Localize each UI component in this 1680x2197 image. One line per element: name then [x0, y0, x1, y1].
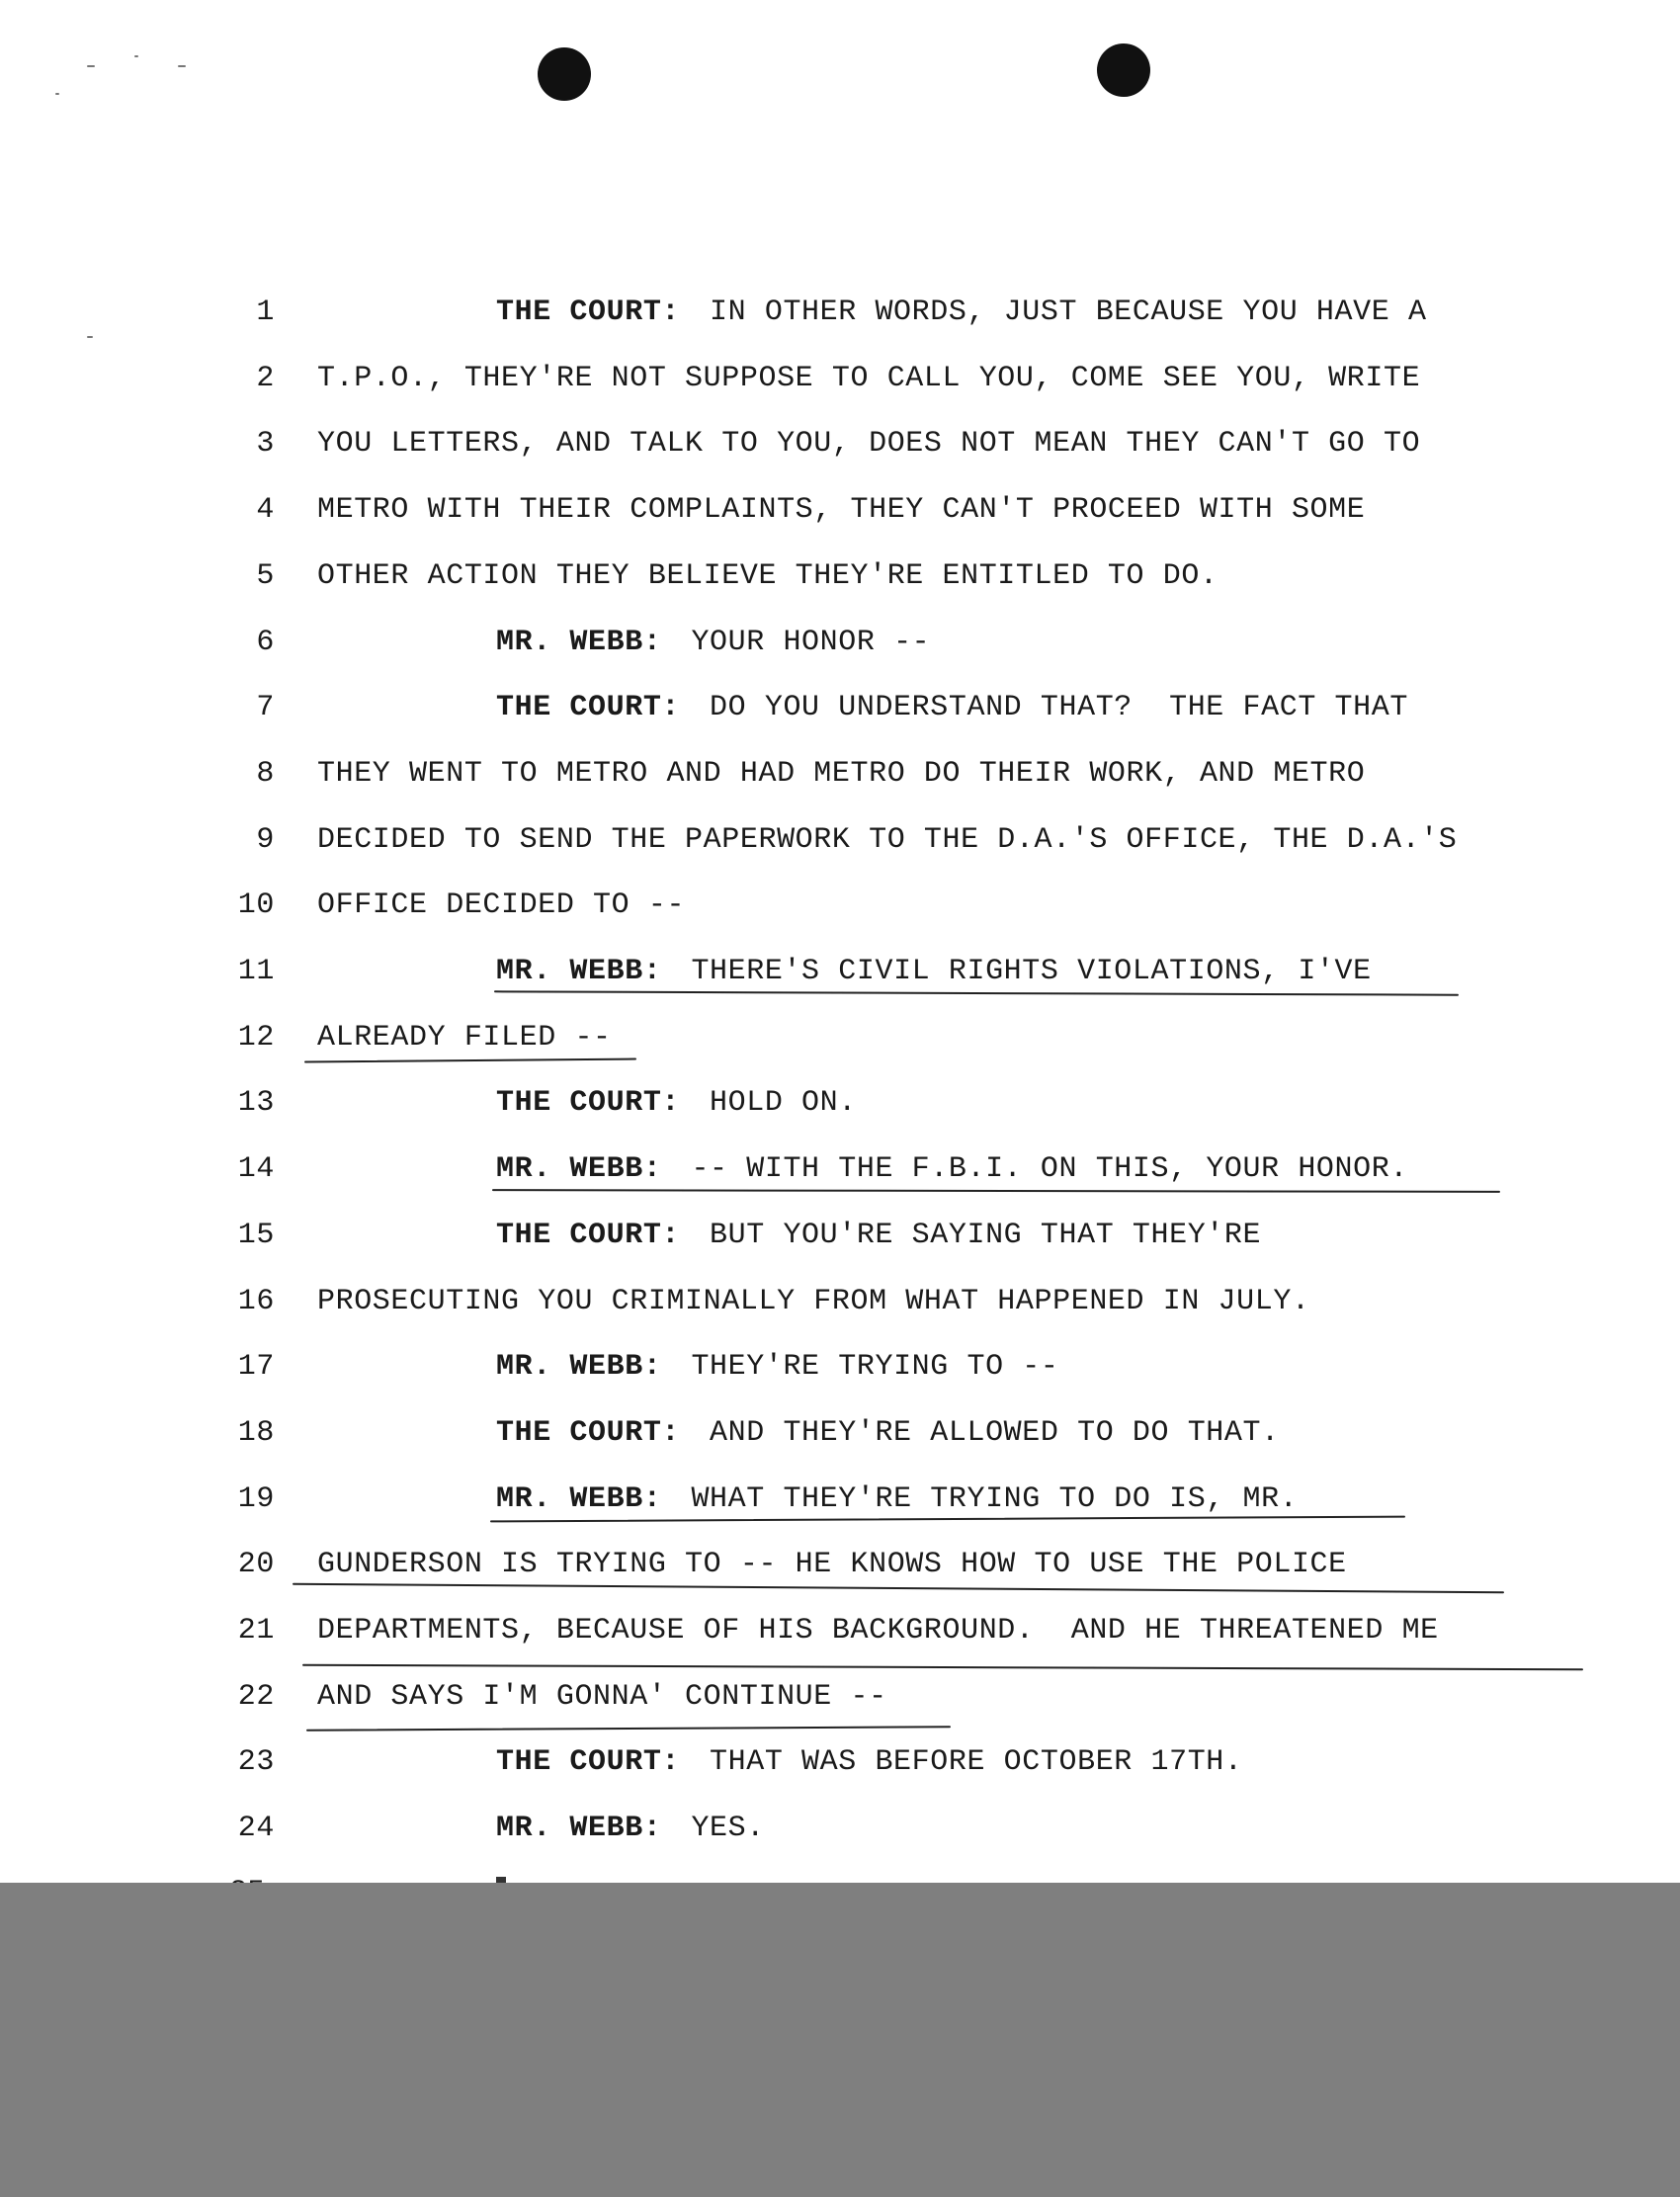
- line-text: [496, 1809, 765, 1848]
- line-text: [317, 1677, 887, 1717]
- line-number: 18: [237, 1416, 275, 1450]
- line-text: [317, 424, 1420, 464]
- line-number: 17: [237, 1350, 275, 1384]
- speaker-label: MR. WEBB:: [496, 1350, 662, 1384]
- transcript-line: [0, 490, 1680, 530]
- line-text: [496, 1149, 1408, 1189]
- speaker-label: MR. WEBB:: [496, 1812, 662, 1845]
- speaker-label: THE COURT:: [496, 1745, 681, 1779]
- line-number: 10: [237, 888, 275, 922]
- spoken-text: WHAT THEY'RE TRYING TO DO IS, MR.: [691, 1482, 1299, 1516]
- line-number: 3: [256, 427, 275, 461]
- line-text: [317, 754, 1365, 794]
- line-number: 12: [237, 1021, 275, 1055]
- transcript-line: [0, 1809, 1680, 1848]
- line-text: [317, 820, 1457, 860]
- transcript-line: [0, 886, 1680, 925]
- spoken-text: YOU LETTERS, AND TALK TO YOU, DOES NOT MEAN THEY CAN'T GO TO: [317, 427, 1421, 461]
- line-number: 21: [237, 1614, 275, 1648]
- scan-gray-area: [0, 1883, 1680, 2197]
- spoken-text: AND THEY'RE ALLOWED TO DO THAT.: [710, 1416, 1280, 1450]
- pen-underline: [492, 1189, 1500, 1193]
- line-text: [317, 886, 685, 925]
- line-number: 22: [237, 1680, 275, 1714]
- scan-speck: [87, 336, 93, 338]
- speaker-label: MR. WEBB:: [496, 1152, 662, 1186]
- line-number: 14: [237, 1152, 275, 1186]
- line-text: [317, 1018, 612, 1057]
- spoken-text: THERE'S CIVIL RIGHTS VIOLATIONS, I'VE: [691, 955, 1372, 988]
- speaker-label: THE COURT:: [496, 1219, 681, 1252]
- speaker-label: MR. WEBB:: [496, 1482, 662, 1516]
- pen-underline: [293, 1583, 1504, 1594]
- speaker-label: THE COURT:: [496, 1416, 681, 1450]
- line-number: 24: [237, 1812, 275, 1845]
- spoken-text: OFFICE DECIDED TO --: [317, 888, 686, 922]
- line-text: [496, 952, 1372, 991]
- pen-underline: [304, 1058, 636, 1063]
- line-number: 16: [237, 1285, 275, 1318]
- transcript-line: [0, 1018, 1680, 1057]
- transcript-line: [0, 556, 1680, 596]
- transcript-line: [0, 1083, 1680, 1123]
- line-number: 11: [237, 955, 275, 988]
- speaker-label: THE COURT:: [496, 296, 681, 329]
- line-number: 6: [256, 626, 275, 659]
- transcript-line: [0, 952, 1680, 991]
- speaker-label: MR. WEBB:: [496, 955, 662, 988]
- speaker-label: THE COURT:: [496, 691, 681, 724]
- scan-speck: [87, 65, 95, 67]
- transcript-line: [0, 623, 1680, 662]
- spoken-text: -- WITH THE F.B.I. ON THIS, YOUR HONOR.: [691, 1152, 1408, 1186]
- line-text: [317, 1282, 1310, 1321]
- scan-speck: [134, 55, 138, 57]
- transcript-line: [0, 293, 1680, 332]
- spoken-text: IN OTHER WORDS, JUST BECAUSE YOU HAVE A: [710, 296, 1427, 329]
- line-text: [496, 1083, 857, 1123]
- spoken-text: THAT WAS BEFORE OCTOBER 17TH.: [710, 1745, 1243, 1779]
- spoken-text: DO YOU UNDERSTAND THAT? THE FACT THAT: [710, 691, 1408, 724]
- line-text: [496, 688, 1408, 727]
- line-text: [496, 1413, 1280, 1453]
- line-number: 23: [237, 1745, 275, 1779]
- spoken-text: DEPARTMENTS, BECAUSE OF HIS BACKGROUND. AND HE THREATENED ME: [317, 1614, 1439, 1648]
- punch-hole-right: [1097, 43, 1150, 97]
- spoken-text: OTHER ACTION THEY BELIEVE THEY'RE ENTITLED TO DO.: [317, 559, 1218, 593]
- transcript-line: [0, 359, 1680, 398]
- spoken-text: PROSECUTING YOU CRIMINALLY FROM WHAT HAPPENED IN JULY.: [317, 1285, 1310, 1318]
- punch-hole-left: [538, 47, 591, 101]
- transcript-line: [0, 1282, 1680, 1321]
- line-text: [496, 1216, 1261, 1255]
- transcript-line: [0, 688, 1680, 727]
- transcript-line: [0, 1347, 1680, 1387]
- line-text: [317, 490, 1365, 530]
- line-text: [496, 1742, 1243, 1782]
- line-text: [317, 556, 1218, 596]
- transcript-line: [0, 1479, 1680, 1519]
- spoken-text: THEY WENT TO METRO AND HAD METRO DO THEIR WORK, AND METRO: [317, 757, 1366, 791]
- spoken-text: HOLD ON.: [710, 1086, 857, 1120]
- transcript-line: [0, 1149, 1680, 1189]
- line-number: 20: [237, 1548, 275, 1581]
- spoken-text: AND SAYS I'M GONNA' CONTINUE --: [317, 1680, 887, 1714]
- line-text: [496, 293, 1427, 332]
- speaker-label: MR. WEBB:: [496, 626, 662, 659]
- spoken-text: BUT YOU'RE SAYING THAT THEY'RE: [710, 1219, 1262, 1252]
- transcript-line: [0, 1677, 1680, 1717]
- transcript-line: [0, 424, 1680, 464]
- pen-underline: [302, 1664, 1583, 1671]
- speaker-label: THE COURT:: [496, 1086, 681, 1120]
- line-number: 9: [256, 823, 275, 857]
- line-number: 1: [256, 296, 275, 329]
- line-number: 8: [256, 757, 275, 791]
- spoken-text: METRO WITH THEIR COMPLAINTS, THEY CAN'T PROCEED WITH SOME: [317, 493, 1366, 527]
- transcript-line: [0, 754, 1680, 794]
- line-number: 4: [256, 493, 275, 527]
- pen-underline: [494, 990, 1459, 995]
- transcript-line: [0, 1216, 1680, 1255]
- spoken-text: DECIDED TO SEND THE PAPERWORK TO THE D.A.'S OFFICE, THE D.A.'S: [317, 823, 1458, 857]
- spoken-text: GUNDERSON IS TRYING TO -- HE KNOWS HOW TO USE THE POLICE: [317, 1548, 1347, 1581]
- line-text: [496, 623, 930, 662]
- line-text: [317, 359, 1420, 398]
- line-text: [496, 1479, 1298, 1519]
- line-text: [317, 1545, 1347, 1584]
- transcript-line: [0, 1545, 1680, 1584]
- line-number: 7: [256, 691, 275, 724]
- line-number: 13: [237, 1086, 275, 1120]
- line-number: 5: [256, 559, 275, 593]
- transcript-line: [0, 1742, 1680, 1782]
- scan-speck: [178, 65, 186, 67]
- line-number: 15: [237, 1219, 275, 1252]
- transcript-line: [0, 820, 1680, 860]
- line-number: 19: [237, 1482, 275, 1516]
- line-text: [317, 1611, 1439, 1650]
- line-number: 2: [256, 362, 275, 395]
- spoken-text: ALREADY FILED --: [317, 1021, 612, 1055]
- line-text: [496, 1347, 1059, 1387]
- pen-underline: [306, 1726, 951, 1731]
- transcript-line: [0, 1413, 1680, 1453]
- spoken-text: YOUR HONOR --: [691, 626, 931, 659]
- scan-speck: [55, 93, 59, 95]
- spoken-text: T.P.O., THEY'RE NOT SUPPOSE TO CALL YOU, COME SEE YOU, WRITE: [317, 362, 1421, 395]
- transcript-line: [0, 1611, 1680, 1650]
- spoken-text: YES.: [691, 1812, 765, 1845]
- spoken-text: THEY'RE TRYING TO --: [691, 1350, 1059, 1384]
